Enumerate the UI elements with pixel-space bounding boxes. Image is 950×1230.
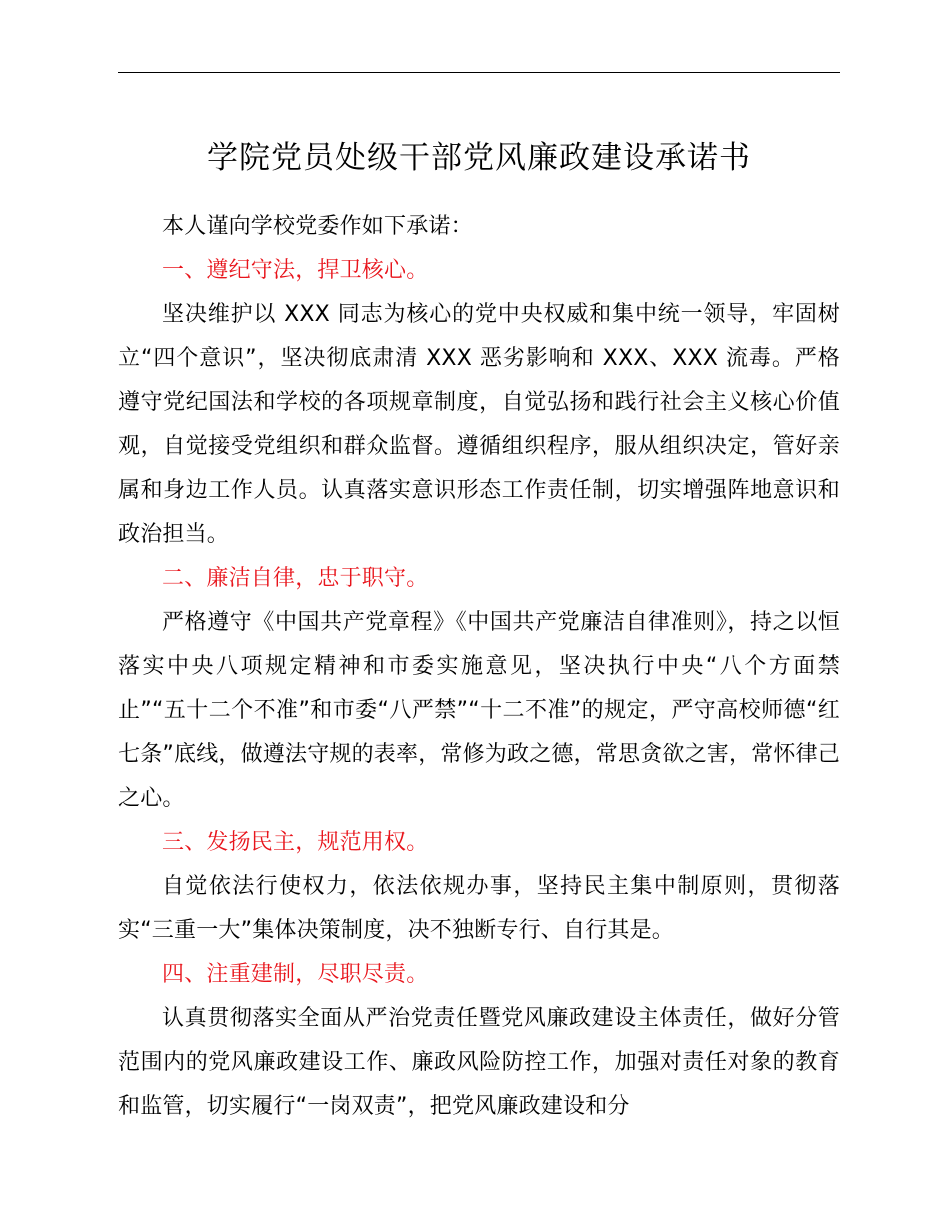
section-body-3: 自觉依法行使权力，依法依规办事，坚持民主集中制原则，贯彻落实“三重一大”集体决策制度，决不独断专行、自行其是。 (118, 874, 840, 943)
section-body-4: 认真贯彻落实全面从严治党责任暨党风廉政建设主体责任，做好分管范围内的党风廉政建设工作、廉政风险防控工作，加强对责任对象的教育和监管，切实履行“一岗双责”，把党风廉政建设和分 (118, 1006, 840, 1119)
section-body-1: 坚决维护以 XXX 同志为核心的党中央权威和集中统一领导，牢固树立“四个意识”，坚决彻底肃清 XXX 恶劣影响和 XXX、XXX 流毒。严格遵守党纪国法和学校的各项规章制度，自觉弘扬和践行社会主义核心价值观，自觉接受党组织和群众监督。遵循组织程序，服从组织决定，管好亲属和身边工作人员。认真落实意识形态工作责任制，切实增强阵地意识和政治担当。 (118, 302, 840, 547)
section-heading-1: 一、遵纪守法，捍卫核心。 (162, 258, 429, 283)
section-heading-4: 四、注重建制，尽职尽责。 (162, 962, 429, 987)
document-body (118, 205, 840, 1129)
section-body-2: 严格遵守《中国共产党章程》《中国共产党廉洁自律准则》，持之以恒落实中央八项规定精神和市委实施意见，坚决执行中央“八个方面禁止”“五十二个不准”和市委“八严禁”“十二不准”的规定，严守高校师德“红七条”底线，做遵法守规的表率，常修为政之德，常思贪欲之害，常怀律己之心。 (118, 610, 840, 811)
section-heading-3: 三、发扬民主，规范用权。 (162, 830, 429, 855)
document-title: 学院党员处级干部党风廉政建设承诺书 (207, 140, 751, 176)
intro-paragraph: 本人谨向学校党委作如下承诺： (162, 214, 473, 239)
header-rule (118, 72, 840, 73)
section-heading-2: 二、廉洁自律，忠于职守。 (162, 566, 429, 591)
